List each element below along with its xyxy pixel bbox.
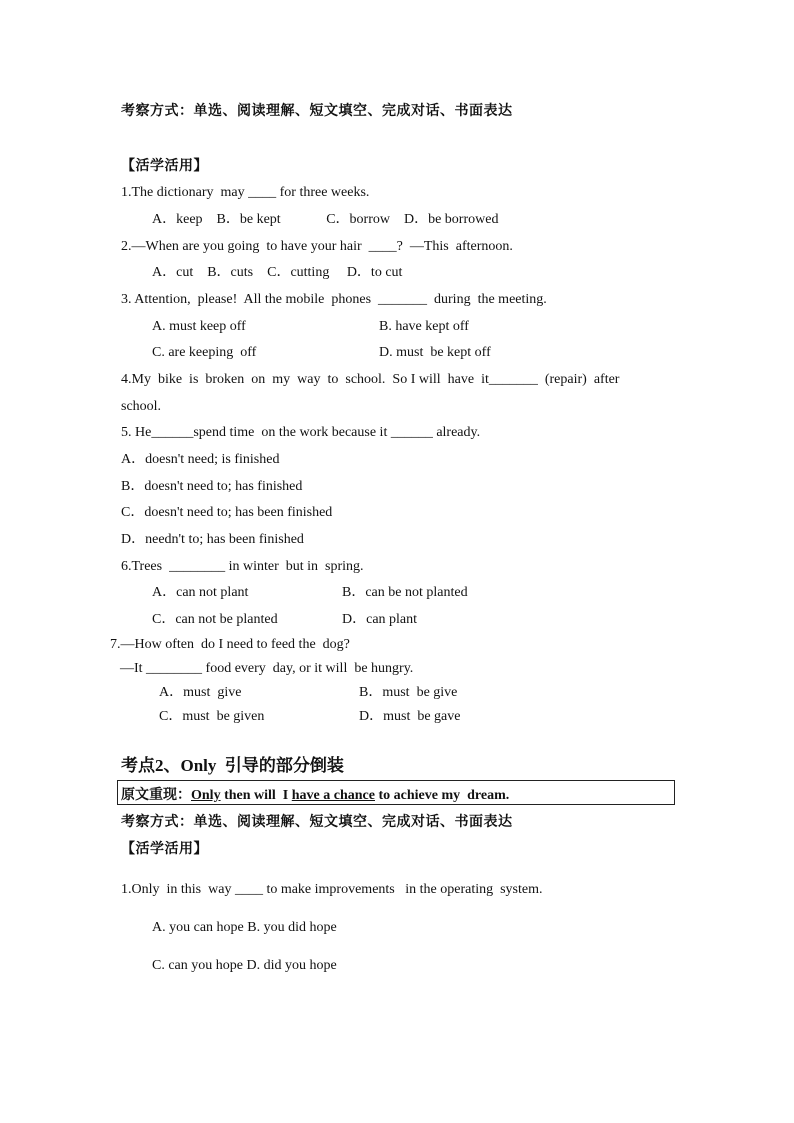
question-6: 6.Trees ________ in winter but in spring.: [121, 559, 364, 574]
question-7-line-2: —It ________ food every day, or it will be hungry.: [120, 661, 414, 676]
original-text-only: Only: [191, 788, 221, 803]
section-2-question-1-options-ab: A. you can hope B. you did hope: [152, 920, 337, 935]
question-5-option-d: D．needn't to; has been finished: [121, 532, 304, 547]
question-4-line-1: 4.My bike is broken on my way to school. So I will have it_______ (repair) after: [121, 372, 620, 387]
question-5-option-b: B．doesn't need to; has finished: [121, 479, 303, 494]
question-7-option-a: A．must give: [159, 685, 242, 700]
practice-label: 【活学活用】: [121, 159, 208, 174]
exam-method-label: 考察方式：单选、阅读理解、短文填空、完成对话、书面表达: [121, 104, 513, 119]
question-7-option-c: C．must be given: [159, 709, 265, 724]
question-5-option-a: A．doesn't need; is finished: [121, 452, 280, 467]
section-2-question-1-options-cd: C. can you hope D. did you hope: [152, 958, 337, 973]
question-1: 1.The dictionary may ____ for three weeks.: [121, 185, 370, 200]
section-2-title: 考点2、Only 引导的部分倒装: [121, 756, 344, 775]
original-text-label: 原文重现：: [121, 788, 191, 803]
question-6-option-c: C．can not be planted: [152, 612, 278, 627]
question-7-option-d: D．must be gave: [359, 709, 461, 724]
question-7-line-1: 7.—How often do I need to feed the dog?: [110, 637, 350, 652]
question-6-option-a: A．can not plant: [152, 585, 249, 600]
question-2: 2.—When are you going to have your hair ____? —This afternoon.: [121, 239, 513, 254]
question-3-option-b: B. have kept off: [379, 319, 469, 334]
question-4-line-2: school.: [121, 399, 162, 414]
original-text-phrase: have a chance: [291, 788, 375, 803]
original-text-line: [121, 787, 509, 805]
question-5: 5. He______spend time on the work because it ______ already.: [121, 425, 481, 440]
practice-label-2: 【活学活用】: [121, 842, 208, 857]
original-text-end: to achieve my dream.: [374, 788, 510, 803]
question-2-options: A．cut B．cuts C．cutting D．to cut: [152, 265, 403, 280]
section-2-question-1: 1.Only in this way ____ to make improvements in the operating system.: [121, 882, 543, 897]
question-3-option-c: C. are keeping off: [152, 345, 257, 360]
question-3-option-d: D. must be kept off: [379, 345, 491, 360]
question-3-option-a: A. must keep off: [152, 319, 246, 334]
question-5-option-c: C．doesn't need to; has been finished: [121, 505, 333, 520]
question-6-option-b: B．can be not planted: [342, 585, 468, 600]
question-1-options: A．keep B．be kept C．borrow D．be borrowed: [152, 212, 499, 227]
question-7-option-b: B．must be give: [359, 685, 458, 700]
question-6-option-d: D．can plant: [342, 612, 418, 627]
original-text-middle: then will I: [220, 788, 292, 803]
exam-method-label-2: 考察方式：单选、阅读理解、短文填空、完成对话、书面表达: [121, 815, 513, 830]
question-3: 3. Attention, please! All the mobile phones _______ during the meeting.: [121, 292, 547, 307]
